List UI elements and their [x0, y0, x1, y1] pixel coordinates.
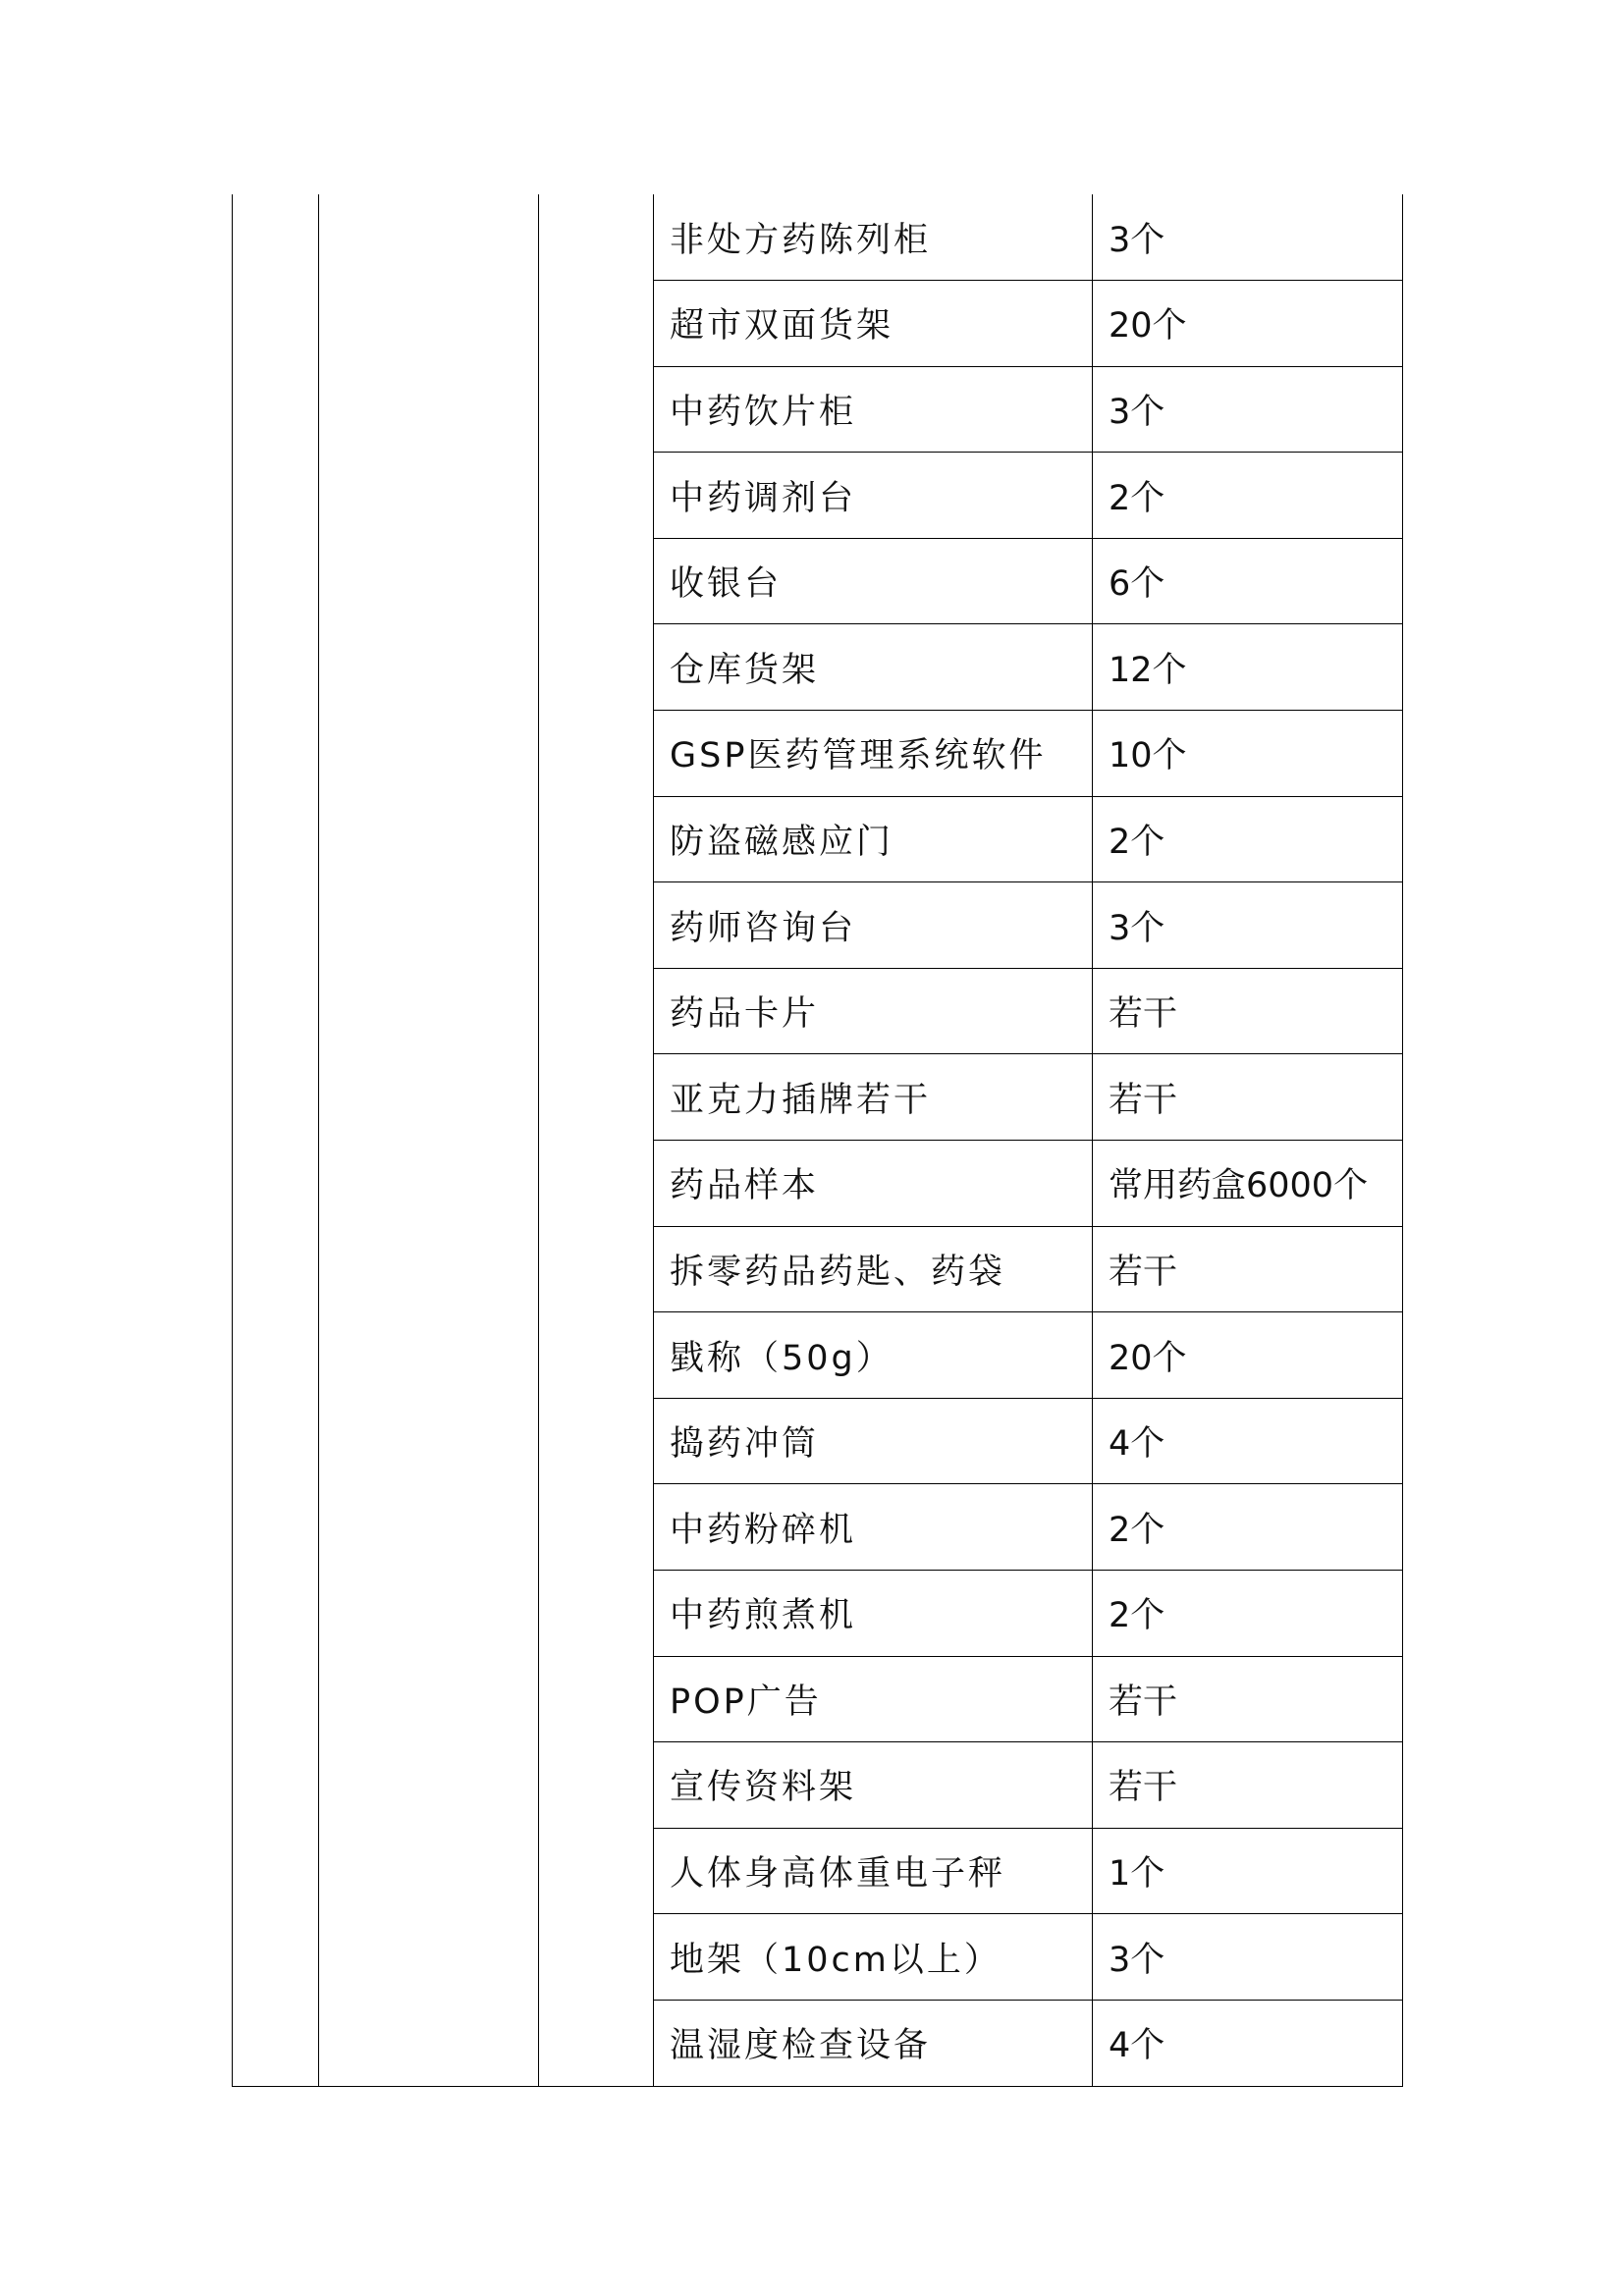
item-name-cell: 亚克力插牌若干 [654, 1054, 1093, 1141]
item-quantity-cell: 1个 [1093, 1828, 1403, 1914]
item-quantity-cell: 2个 [1093, 1484, 1403, 1571]
item-quantity-cell: 若干 [1093, 1742, 1403, 1829]
merged-blank-cell-1 [233, 194, 319, 2086]
item-name-cell: 药品样本 [654, 1141, 1093, 1227]
item-name-cell: 超市双面货架 [654, 281, 1093, 367]
item-name-cell: 捣药冲筒 [654, 1398, 1093, 1484]
item-name-cell: 防盗磁感应门 [654, 796, 1093, 882]
equipment-table-body [233, 194, 1403, 2086]
item-name-cell: 戥称（50g） [654, 1312, 1093, 1399]
item-name-cell: 中药饮片柜 [654, 366, 1093, 453]
item-quantity-cell: 3个 [1093, 366, 1403, 453]
item-name-cell: 收银台 [654, 538, 1093, 624]
item-quantity-cell: 6个 [1093, 538, 1403, 624]
item-name-cell: 中药煎煮机 [654, 1571, 1093, 1657]
item-quantity-cell: 若干 [1093, 968, 1403, 1054]
item-quantity-cell: 3个 [1093, 882, 1403, 969]
item-quantity-cell: 常用药盒6000个 [1093, 1141, 1403, 1227]
table-row [233, 194, 1403, 281]
item-name-cell: 药品卡片 [654, 968, 1093, 1054]
item-name-cell: 中药粉碎机 [654, 1484, 1093, 1571]
item-quantity-cell: 4个 [1093, 2000, 1403, 2086]
item-name-cell: 地架（10cm以上） [654, 1914, 1093, 2001]
item-quantity-cell: 4个 [1093, 1398, 1403, 1484]
item-quantity-cell: 3个 [1093, 1914, 1403, 2001]
item-quantity-cell: 12个 [1093, 624, 1403, 711]
item-quantity-cell: 若干 [1093, 1656, 1403, 1742]
merged-blank-cell-3 [539, 194, 654, 2086]
equipment-table [232, 194, 1403, 2087]
item-quantity-cell: 10个 [1093, 711, 1403, 797]
item-name-cell: 拆零药品药匙、药袋 [654, 1226, 1093, 1312]
item-name-cell: 人体身高体重电子秤 [654, 1828, 1093, 1914]
item-quantity-cell: 3个 [1093, 194, 1403, 281]
item-quantity-cell: 若干 [1093, 1054, 1403, 1141]
item-quantity-cell: 20个 [1093, 1312, 1403, 1399]
item-name-cell: POP广告 [654, 1656, 1093, 1742]
item-quantity-cell: 20个 [1093, 281, 1403, 367]
item-name-cell: GSP医药管理系统软件 [654, 711, 1093, 797]
item-quantity-cell: 2个 [1093, 453, 1403, 539]
merged-blank-cell-2 [319, 194, 539, 2086]
item-name-cell: 宣传资料架 [654, 1742, 1093, 1829]
item-name-cell: 药师咨询台 [654, 882, 1093, 969]
item-quantity-cell: 2个 [1093, 796, 1403, 882]
item-quantity-cell: 若干 [1093, 1226, 1403, 1312]
item-name-cell: 非处方药陈列柜 [654, 194, 1093, 281]
item-name-cell: 中药调剂台 [654, 453, 1093, 539]
item-quantity-cell: 2个 [1093, 1571, 1403, 1657]
item-name-cell: 仓库货架 [654, 624, 1093, 711]
item-name-cell: 温湿度检查设备 [654, 2000, 1093, 2086]
